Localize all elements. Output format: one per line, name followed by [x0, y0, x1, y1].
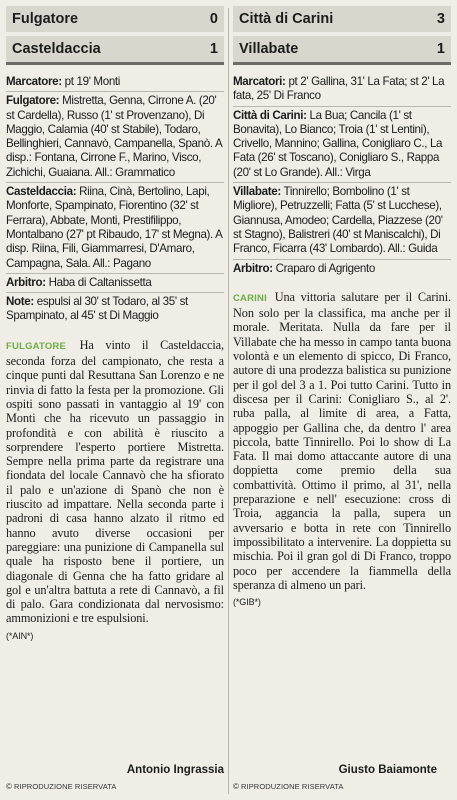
scorers: Marcatore: pt 19' Monti — [6, 75, 121, 88]
author-byline: Antonio Ingrassia — [126, 764, 224, 776]
match-column-right — [233, 6, 451, 609]
team-score: 0 — [209, 11, 218, 27]
match-info — [233, 75, 451, 276]
scoreline-home — [6, 6, 224, 32]
report-kicker: FULGATORE — [6, 340, 67, 352]
report-body: Una vittoria salutare per il Carini. Non solo per la classifica, ma anche per il morale. Meritata. Nulla da fare per il Villabate che ha messo in campo tanta buona volontà e un elemento di spicco, Di Franco, autore di una prodezza balistica su punizione per il gol del 3 a 1. Poi tutto Carini. Tutto in discesa per il Carini: Conigliaro S., al 2'. ruba palla, al limite di area, a Fatta, appoggio per Gallina che, da dentro l' area piccola, batte Tinnirello. Poi lo show di La Fata. Il mai domo attaccante autore di una doppietta come premio della sua combattività. Ottimo il primo, al 31', nella preparazione e nell' esecuzione: cross di Troia, aggancia la palla, supera un avversario e botta in rete con Tinnirello impossibilitato a intervenire. La doppietta su mischia. Poi il gran gol di Di Franco, troppo poco per accendere la fiammella della speranza di almeno un pari. — [233, 289, 451, 592]
match-report — [6, 338, 224, 643]
team-score: 1 — [209, 41, 218, 57]
info-divider — [233, 106, 451, 107]
info-divider — [233, 182, 451, 183]
report-body: Ha vinto il Casteldaccia, seconda forza del campionato, che resta a cinque punti dal Resuttana San Lorenzo e ne rinvia di fatto la festa per la promozione. Gli ospiti sono passati in vantaggio al 19' con Monti che ha ricevuto un passaggio in profondità e con abilità è riuscito a sorprendere l'esperto portiere Mistretta. Sempre nella prima parte da registrare una fiondata del locale Cannavò che ha sfiorato il palo e un'azione di Spanò che non è riuscito ad impattare. Nella seconda parte i padroni di casa hanno alzato il ritmo ed hanno avuto diverse occasioni per pareggiare: una punizione di Campanella sul quale ha risposto bene il portiere, un diagonale di Genna che ha fatto gridare al gol e un'altra battuta a rete di Cannavò, a fil di palo. Gara condizionata dal nervosismo: ammonizioni e tre espulsioni. — [6, 337, 224, 626]
team-name: Casteldaccia — [12, 41, 101, 57]
match-notes: Note: espulsi al 30' st Todaro, al 35' st Spampinato, al 45' st Di Maggio — [6, 295, 188, 323]
team-name: Fulgatore — [12, 11, 79, 27]
referee: Arbitro: Haba di Caltanissetta — [6, 275, 152, 289]
scoreline-away — [233, 36, 451, 65]
team-score: 3 — [436, 11, 445, 27]
match-info — [6, 75, 224, 324]
copyright-notice: © RIPRODUZIONE RISERVATA — [233, 782, 344, 791]
report-kicker: CARINI — [233, 292, 267, 304]
referee: Arbitro: Craparo di Agrigento — [233, 261, 375, 275]
home-lineup: Fulgatore: Mistretta, Genna, Cirrone A. (20' st Cardella), Russo (1' st Provenzano), Di Maggio, Calamia (40' st Stabile), Todaro, Bellinghieri, Cannavò, Campanella, Spanò. A disp.: Fontana, Cirrone F., Marino, Visco, Zichichi, Guaiana. All.: Grammatico — [6, 94, 222, 179]
copyright-notice: © RIPRODUZIONE RISERVATA — [6, 782, 117, 791]
match-column-left — [6, 6, 224, 643]
info-divider — [6, 182, 224, 183]
column-divider — [228, 8, 229, 794]
scoreline-home — [233, 6, 451, 32]
info-divider — [233, 259, 451, 260]
team-name: Villabate — [239, 41, 299, 57]
info-divider — [6, 292, 224, 293]
info-divider — [6, 273, 224, 274]
away-lineup: Casteldaccia: Riina, Cinà, Bertolino, Lapi, Monforte, Spampinato, Fiorentino (32' st Ferrara), Abbate, Monti, Prestifilippo, Montalbano (27' pt Ribaudo, 17' st Megna). A disp. Riina, Fili, Giammarresi, D'Amaro, Campagna, Sala. All.: Pagano — [6, 185, 222, 270]
team-score: 1 — [436, 41, 445, 57]
match-report — [233, 290, 451, 610]
home-lineup: Città di Carini: La Bua; Cancila (1' st Bonavita), Lo Bianco; Troia (1' st Lentini), Crivello, Mannino; Gallina, Conigliaro C., La Fata (26' st Toscano), Conigliaro S., Rappa (20' st Lo Grande). All.: Virga — [233, 108, 443, 179]
report-sign: (*AIN*) — [6, 630, 34, 641]
copyright-icon: © — [233, 782, 239, 791]
away-lineup: Villabate: Tinnirello; Bombolino (1' st Migliore), Petruzzelli; Fatta (5' st Lucchese), Giannusa, Amodeo; Cardella, Piazzese (20' st Stagno), Balistreri (40' st Maniscalchi), Di Franco, Ficarra (43' Lombardo). All.: Guida — [233, 185, 443, 256]
info-divider — [6, 91, 224, 92]
copyright-icon: © — [6, 782, 12, 791]
scoreline-away — [6, 36, 224, 65]
scorers: Marcatori: pt 2' Gallina, 31' La Fata; st 2' La fata, 25' Di Franco — [233, 75, 445, 103]
author-byline: Giusto Baiamonte — [338, 764, 437, 776]
report-sign: (*GIB*) — [233, 597, 261, 608]
team-name: Città di Carini — [239, 11, 334, 27]
